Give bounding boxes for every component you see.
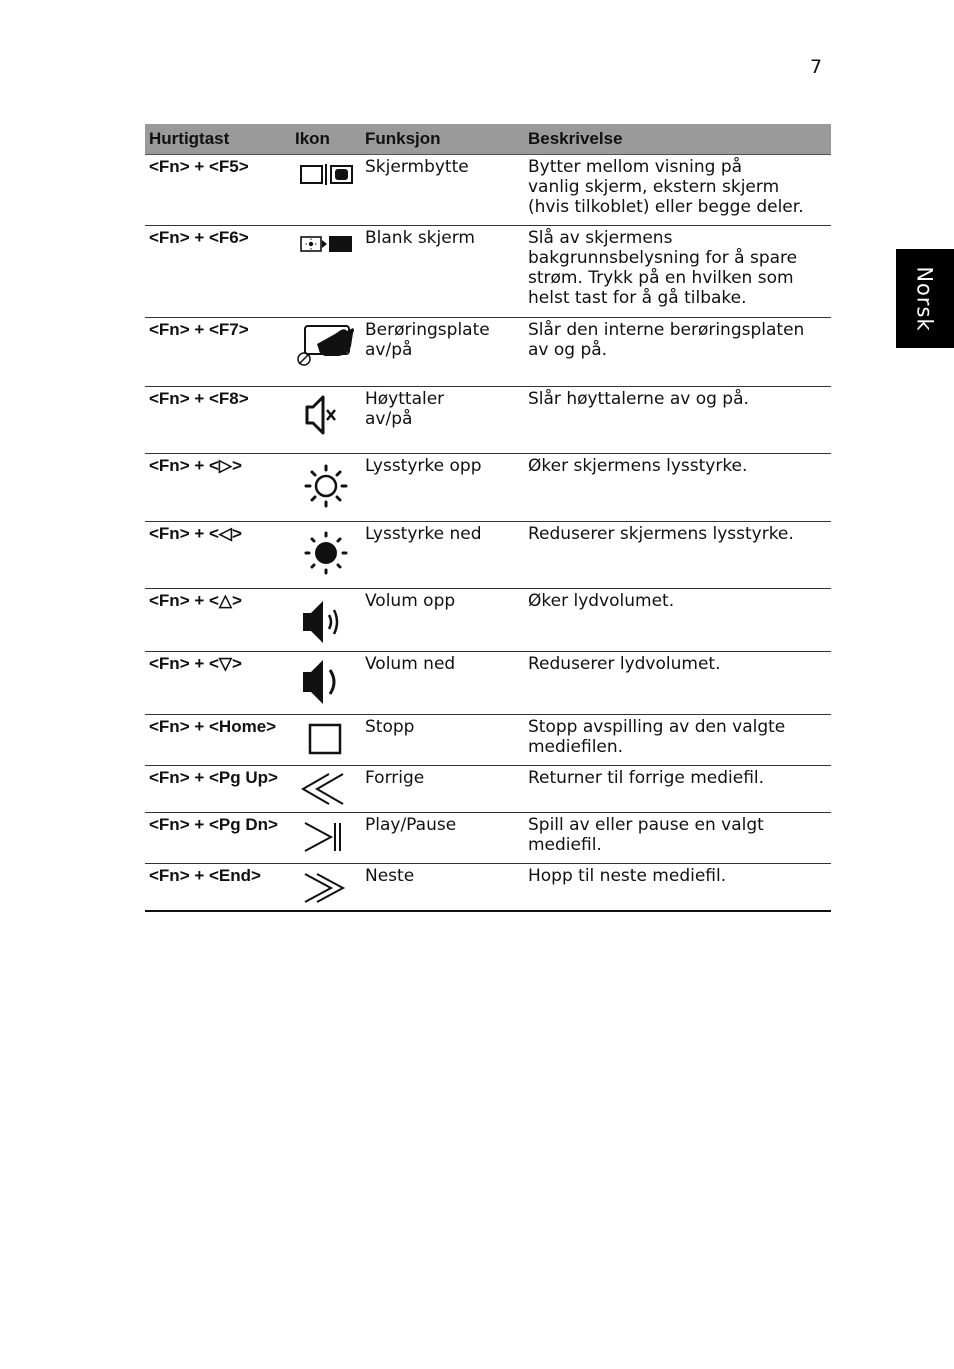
icon-cell <box>291 387 361 454</box>
function-cell: Stopp <box>361 715 524 766</box>
table-row <box>145 652 831 715</box>
description-cell: Slår høyttalerne av og på. <box>524 387 831 454</box>
brightness-down-icon <box>295 524 365 580</box>
table-row <box>145 864 831 912</box>
function-cell: Skjermbytte <box>361 155 524 226</box>
function-cell: Blank skjerm <box>361 226 524 318</box>
function-cell: Play/Pause <box>361 813 524 864</box>
hotkey-cell: <Fn> + <F5> <box>145 155 291 226</box>
function-cell: Lysstyrke opp <box>361 454 524 522</box>
function-cell: Volum ned <box>361 652 524 715</box>
description-cell: Reduserer lydvolumet. <box>524 652 831 715</box>
table-row <box>145 454 831 522</box>
previous-icon <box>295 768 365 808</box>
next-icon <box>295 866 365 906</box>
hotkey-table <box>145 124 831 912</box>
brightness-up-icon <box>295 456 365 512</box>
volume-down-icon <box>295 654 365 710</box>
header-hotkey: Hurtigtast <box>145 124 291 155</box>
icon-cell <box>291 155 361 226</box>
page-number: 7 <box>810 56 823 78</box>
hotkey-cell: <Fn> + <F8> <box>145 387 291 454</box>
description-cell: Reduserer skjermens lysstyrke. <box>524 522 831 589</box>
hotkey-cell: <Fn> + <Pg Up> <box>145 766 291 813</box>
description-cell: Øker skjermens lysstyrke. <box>524 454 831 522</box>
icon-cell <box>291 715 361 766</box>
speaker-mute-icon <box>295 389 365 441</box>
description-cell: Spill av eller pause en valgt mediefil. <box>524 813 831 864</box>
function-cell: Neste <box>361 864 524 912</box>
function-cell: Volum opp <box>361 589 524 652</box>
hotkey-cell: <Fn> + <▽> <box>145 652 291 715</box>
table-row <box>145 318 831 387</box>
icon-cell <box>291 454 361 522</box>
hotkey-cell: <Fn> + <End> <box>145 864 291 912</box>
hotkey-cell: <Fn> + <F6> <box>145 226 291 318</box>
touchpad-toggle-icon <box>295 320 365 370</box>
table-row <box>145 522 831 589</box>
table-row <box>145 589 831 652</box>
function-cell: Høyttaler av/på <box>361 387 524 454</box>
description-cell: Stopp avspilling av den valgte mediefilen. <box>524 715 831 766</box>
header-icon: Ikon <box>291 124 361 155</box>
table-row <box>145 226 831 318</box>
table-row <box>145 813 831 864</box>
play-pause-icon <box>295 815 365 859</box>
table-row <box>145 766 831 813</box>
description-cell: Slår den interne berøringsplaten av og på. <box>524 318 831 387</box>
icon-cell <box>291 652 361 715</box>
description-cell: Returner til forrige mediefil. <box>524 766 831 813</box>
header-function: Funksjon <box>361 124 524 155</box>
icon-cell <box>291 864 361 912</box>
language-side-tab-label: Norsk <box>913 265 938 332</box>
description-cell: Hopp til neste mediefil. <box>524 864 831 912</box>
hotkey-cell: <Fn> + <Pg Dn> <box>145 813 291 864</box>
screen-blank-icon <box>295 228 365 268</box>
volume-up-icon <box>295 591 365 647</box>
function-cell: Lysstyrke ned <box>361 522 524 589</box>
hotkey-cell: <Fn> + <◁> <box>145 522 291 589</box>
table-row <box>145 155 831 226</box>
function-cell: Forrige <box>361 766 524 813</box>
table-header-row <box>145 124 831 155</box>
function-cell: Berøringsplate av/på <box>361 318 524 387</box>
header-description: Beskrivelse <box>524 124 831 155</box>
icon-cell <box>291 522 361 589</box>
display-toggle-icon <box>295 157 365 197</box>
icon-cell <box>291 813 361 864</box>
description-cell: Slå av skjermens bakgrunnsbelysning for å spare strøm. Trykk på en hvilken som helst tast for å gå tilbake. <box>524 226 831 318</box>
hotkey-cell: <Fn> + <Home> <box>145 715 291 766</box>
description-cell: Bytter mellom visning på vanlig skjerm, ekstern skjerm (hvis tilkoblet) eller begge deler. <box>524 155 831 226</box>
table-row <box>145 715 831 766</box>
icon-cell <box>291 318 361 387</box>
hotkey-cell: <Fn> + <F7> <box>145 318 291 387</box>
hotkey-cell: <Fn> + <△> <box>145 589 291 652</box>
language-side-tab <box>896 249 954 348</box>
icon-cell <box>291 766 361 813</box>
icon-cell <box>291 226 361 318</box>
icon-cell <box>291 589 361 652</box>
stop-icon <box>295 717 365 761</box>
description-cell: Øker lydvolumet. <box>524 589 831 652</box>
hotkey-cell: <Fn> + <▷> <box>145 454 291 522</box>
table-row <box>145 387 831 454</box>
